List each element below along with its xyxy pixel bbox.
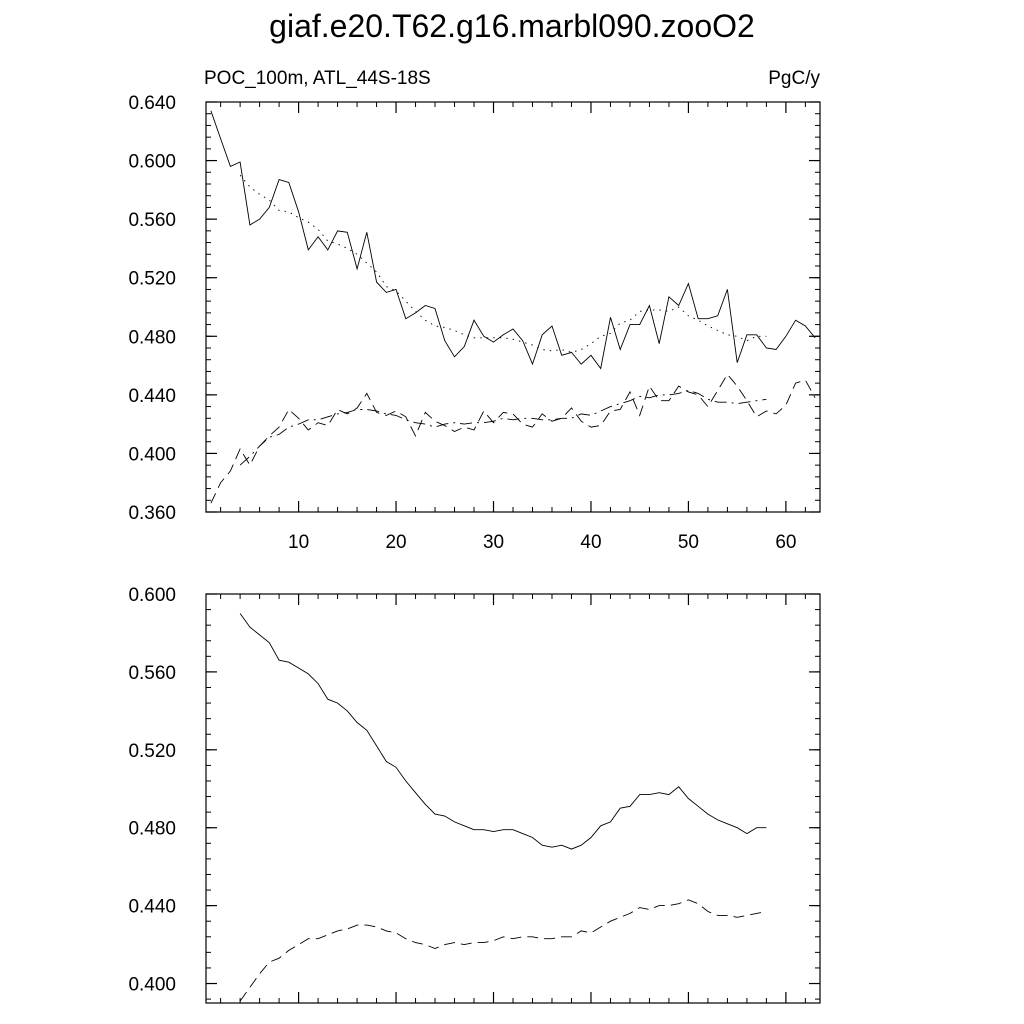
- y-tick-label: 0.480: [128, 327, 176, 349]
- y-tick-label: 0.640: [128, 93, 176, 114]
- x-tick-label: 50: [677, 532, 699, 553]
- top-plot-frame: [206, 102, 820, 512]
- top-left-label: POC_100m, ATL_44S-18S: [204, 68, 431, 89]
- y-tick-label: 0.360: [128, 503, 176, 524]
- y-tick-label: 0.560: [128, 662, 176, 684]
- x-tick-label: 30: [482, 532, 505, 553]
- y-tick-label: 0.560: [128, 210, 176, 232]
- y-tick-label: 0.400: [128, 444, 176, 466]
- bottom-panel: [128, 585, 820, 1003]
- series-dashed-line: [240, 900, 766, 1001]
- series-solid-line: [211, 111, 815, 369]
- x-tick-label: 40: [580, 532, 602, 553]
- y-tick-label: 0.520: [128, 740, 176, 762]
- series-solid-line: [240, 614, 766, 850]
- y-tick-label: 0.440: [128, 896, 176, 918]
- bottom-plot-frame: [206, 594, 820, 1003]
- figure-title: giaf.e20.T62.g16.marbl090.zooO2: [269, 8, 755, 44]
- y-tick-label: 0.440: [128, 385, 176, 407]
- x-tick-label: 20: [385, 532, 407, 553]
- y-tick-label: 0.400: [128, 974, 176, 996]
- units-label: PgC/y: [768, 68, 820, 89]
- x-tick-label: 60: [775, 532, 797, 553]
- y-tick-label: 0.480: [128, 818, 176, 840]
- top-panel: [128, 68, 820, 553]
- y-tick-label: 0.600: [128, 585, 176, 606]
- series-dashdot-line: [240, 391, 766, 466]
- x-tick-label: 10: [288, 532, 310, 553]
- series-dotted-line: [240, 175, 766, 352]
- y-tick-label: 0.520: [128, 268, 176, 290]
- y-tick-label: 0.600: [128, 151, 176, 173]
- series-dashed-line: [211, 374, 815, 503]
